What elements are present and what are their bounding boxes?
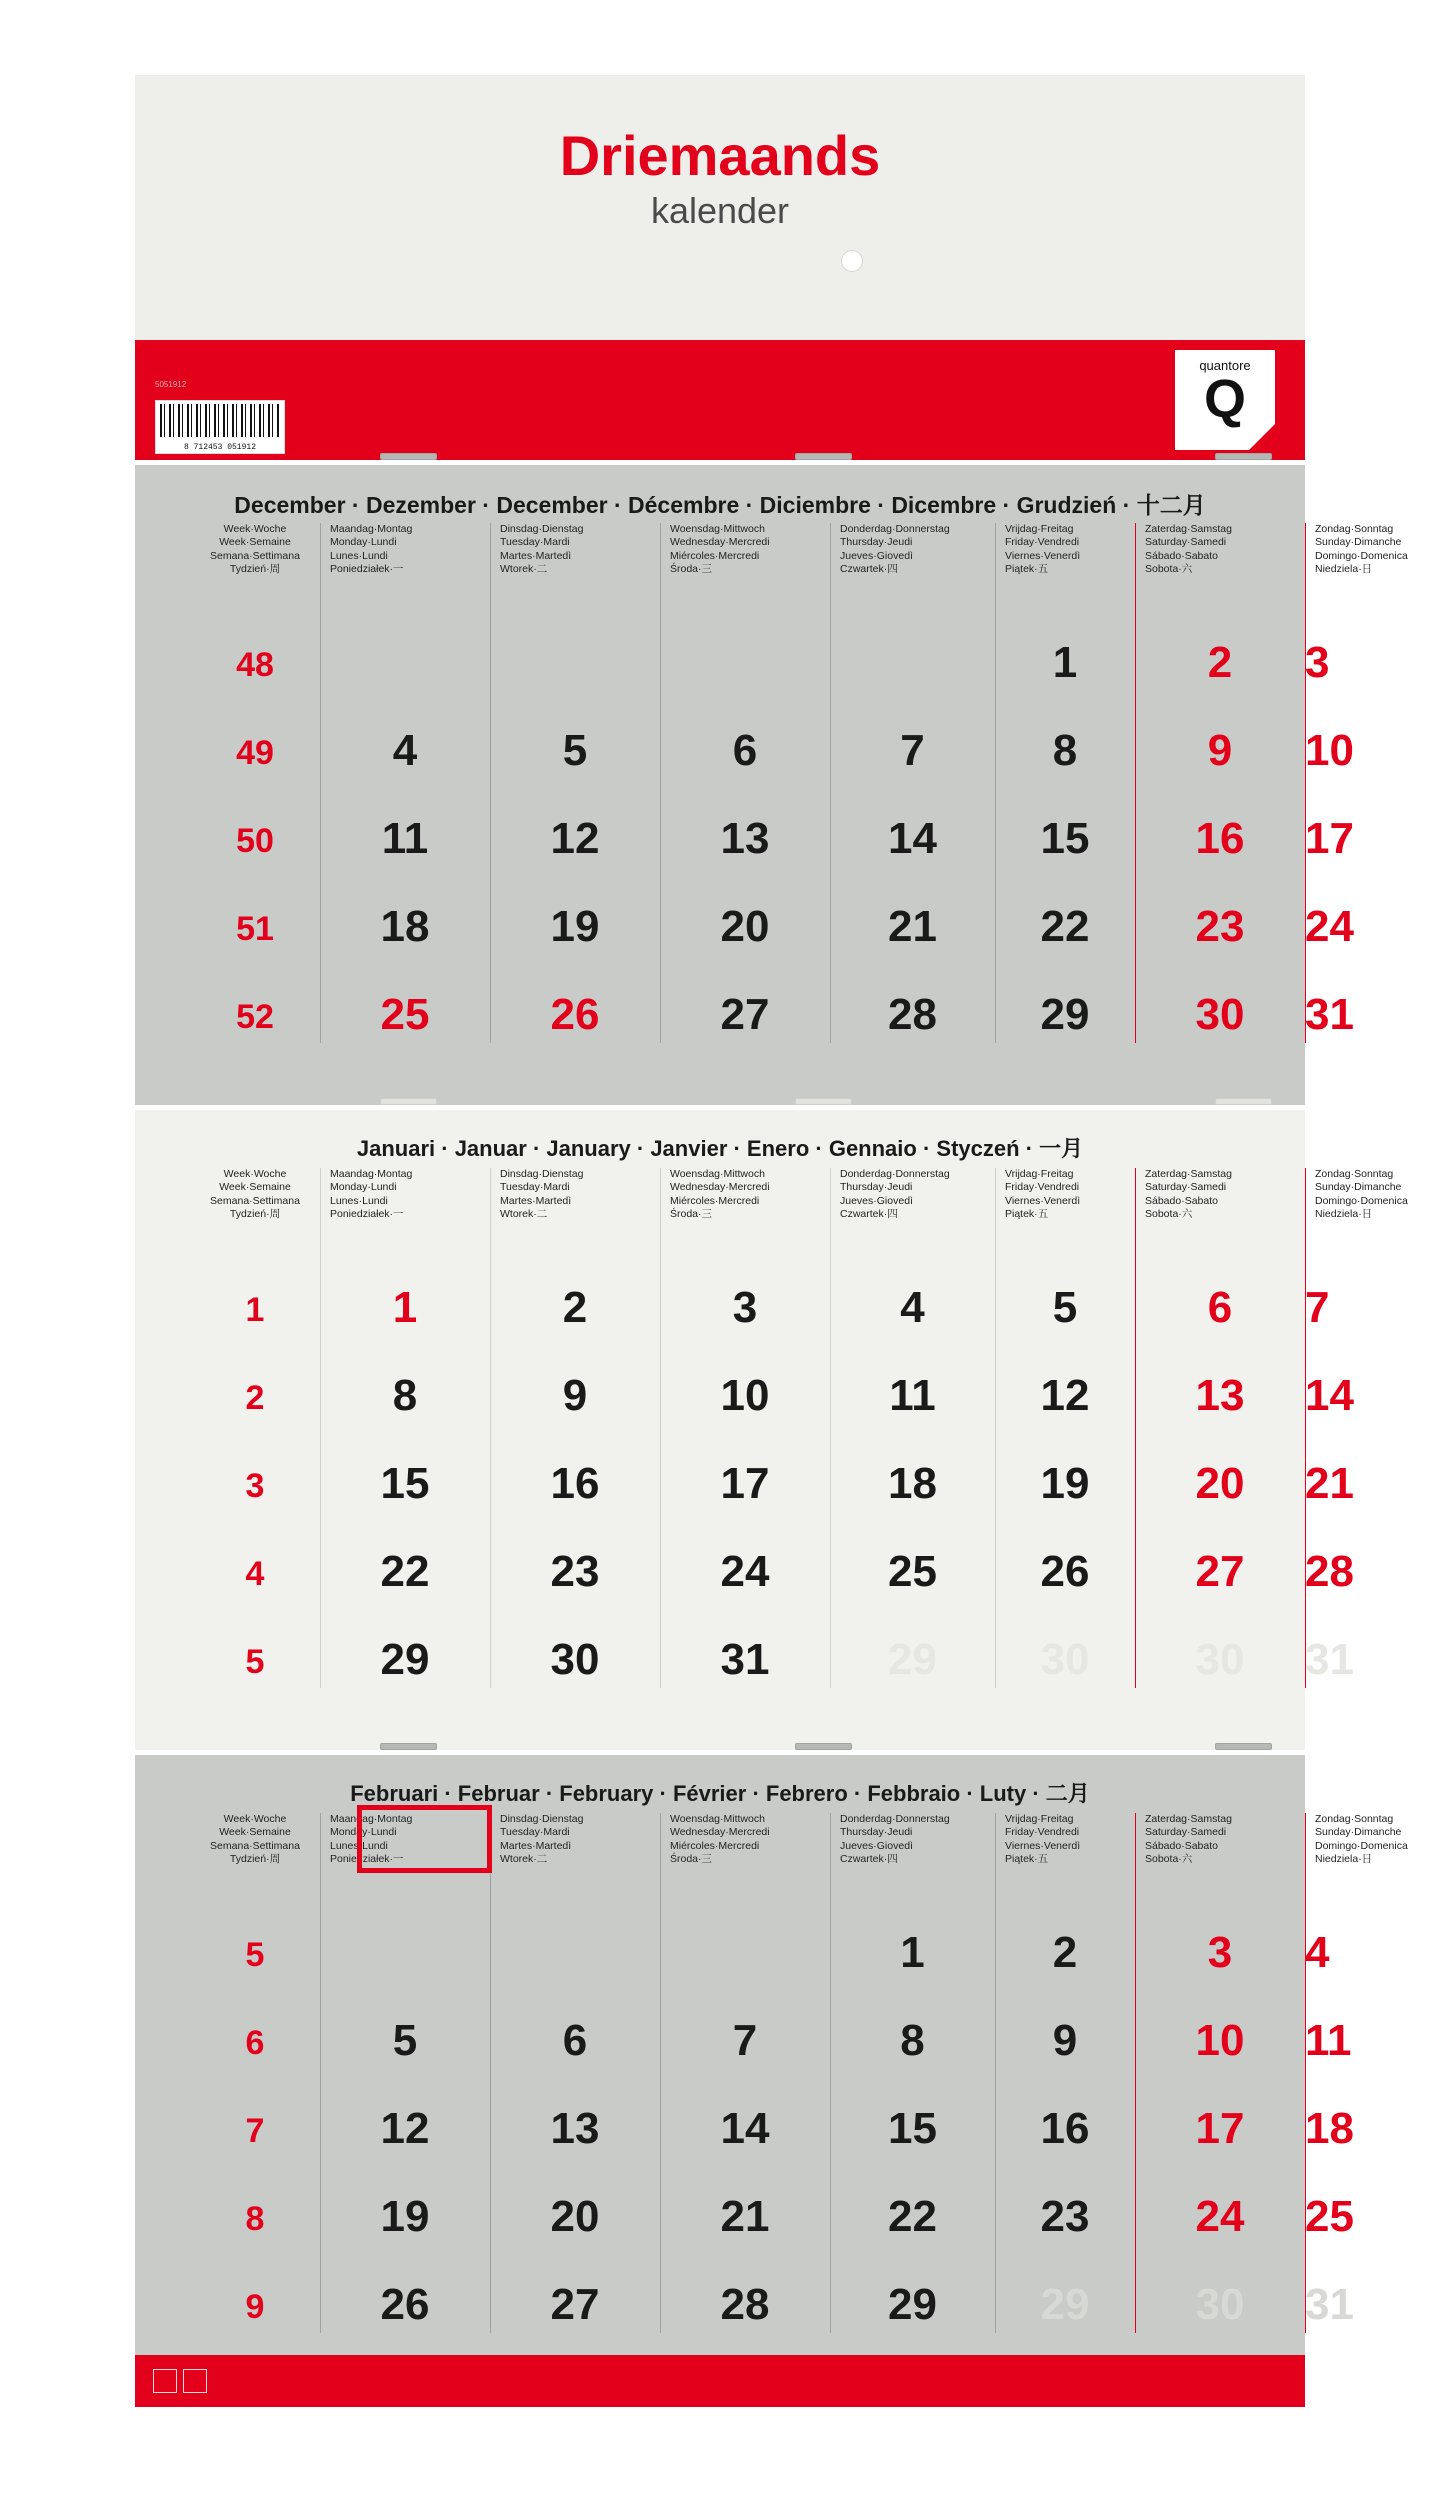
day-header-line-3: Czwartek·四 — [840, 563, 898, 576]
day-cell[interactable]: 12 — [1040, 1371, 1090, 1420]
day-header-line-1: Friday·Vendredi — [1005, 1826, 1080, 1839]
footer-band — [135, 2355, 1305, 2407]
day-cell[interactable]: 3 — [1305, 638, 1330, 687]
column-separator-2 — [660, 1813, 661, 2333]
barcode-number: 8 712453 051912 — [183, 443, 256, 452]
day-header-line-3: Poniedziałek·一 — [330, 1853, 404, 1866]
day-header-line-3: Niedziela·日 — [1315, 1853, 1373, 1866]
recycle-icon — [153, 2369, 177, 2393]
day-header-line-1: Friday·Vendredi — [1005, 1181, 1080, 1194]
day-header-line-2: Miércoles·Mercredi — [670, 1194, 760, 1207]
day-header-line-1: Saturday·Samedi — [1145, 1826, 1227, 1839]
day-cell[interactable]: 26 — [1040, 1547, 1090, 1596]
column-separator-2 — [660, 1168, 661, 1688]
day-cell[interactable]: 24 — [1305, 902, 1354, 951]
day-column-header-5 — [1145, 1168, 1301, 1222]
day-cell[interactable]: 22 — [380, 1547, 430, 1596]
day-header-line-3: Niedziela·日 — [1315, 1208, 1373, 1221]
certification-icon — [183, 2369, 207, 2393]
day-cell[interactable]: 1 — [392, 1283, 418, 1332]
day-cell[interactable]: 27 — [1195, 1547, 1245, 1596]
day-header-line-1: Tuesday·Mardi — [500, 1181, 570, 1194]
column-separator-1 — [490, 523, 491, 1043]
day-cell[interactable]: 16 — [550, 1459, 600, 1508]
day-column-header-5 — [1145, 1813, 1301, 1867]
day-header-line-2: Jueves·Giovedì — [840, 549, 913, 562]
column-separator-5 — [1135, 523, 1136, 1043]
day-cell[interactable]: 1 — [1052, 638, 1078, 687]
day-header-line-0: Zaterdag·Samstag — [1145, 1813, 1232, 1825]
day-cell[interactable]: 20 — [720, 902, 770, 951]
brand-word: quantore — [1199, 358, 1251, 373]
day-cell[interactable]: 9 — [562, 1371, 588, 1420]
day-column-header-2 — [670, 523, 826, 577]
page-title: Driemaands — [559, 124, 881, 187]
day-header-line-3: Wtorek·二 — [500, 1208, 548, 1221]
day-header-line-2: Sábado·Sabato — [1145, 549, 1218, 562]
hanger-left — [380, 453, 437, 460]
day-header-line-3: Sobota·六 — [1145, 1853, 1193, 1866]
hanger-left — [380, 1743, 437, 1750]
week-header-line-0: Week·Woche — [223, 1168, 287, 1180]
day-cell[interactable]: 15 — [888, 2104, 937, 2153]
column-separator-3 — [830, 1168, 831, 1688]
day-cell[interactable]: 25 — [888, 1547, 937, 1596]
day-cell[interactable]: 13 — [550, 2104, 600, 2153]
day-cell[interactable]: 29 — [888, 1635, 937, 1684]
day-header-line-2: Jueves·Giovedì — [840, 1194, 913, 1207]
page-subtitle: kalender — [650, 190, 790, 231]
hanger-center — [795, 1098, 852, 1105]
month-block-december — [135, 465, 1408, 1105]
month-block-februari — [135, 1755, 1408, 2395]
brand-letter: Q — [1203, 369, 1246, 429]
day-cell[interactable]: 2 — [562, 1283, 588, 1332]
day-header-line-2: Domingo·Domenica — [1315, 549, 1408, 562]
week-number: 48 — [236, 646, 274, 684]
hanger-right — [1215, 453, 1272, 460]
day-cell[interactable]: 17 — [720, 1459, 770, 1508]
column-separator-5 — [1135, 1168, 1136, 1688]
day-header-line-1: Wednesday·Mercredi — [670, 1181, 770, 1194]
day-header-line-3: Sobota·六 — [1145, 563, 1193, 576]
day-cell[interactable]: 16 — [1040, 2104, 1090, 2153]
day-cell[interactable]: 14 — [720, 2104, 770, 2153]
day-header-line-1: Monday·Lundi — [330, 1826, 397, 1839]
day-cell[interactable]: 30 — [1195, 2280, 1245, 2329]
day-header-line-1: Saturday·Samedi — [1145, 1181, 1227, 1194]
week-header-line-3: Tydzień·周 — [229, 1208, 281, 1221]
week-number: 51 — [236, 910, 274, 948]
week-number: 52 — [236, 998, 274, 1036]
week-number: 4 — [245, 1555, 265, 1593]
day-column-header-4 — [1005, 1813, 1131, 1867]
barcode — [155, 400, 285, 454]
day-cell[interactable]: 29 — [1040, 2280, 1090, 2329]
day-cell[interactable]: 29 — [1040, 990, 1090, 1039]
day-cell[interactable]: 10 — [1195, 2016, 1245, 2065]
week-number: 1 — [245, 1291, 265, 1329]
week-number: 5 — [245, 1936, 265, 1974]
day-header-line-2: Sábado·Sabato — [1145, 1839, 1218, 1852]
day-cell[interactable]: 20 — [1195, 1459, 1245, 1508]
day-header-line-3: Wtorek·二 — [500, 563, 548, 576]
day-column-header-6 — [1315, 1813, 1408, 1867]
month-title: December · Dezember · December · Décembre · Diciembre · Dicembre · Grudzień · 十二月 — [234, 492, 1206, 518]
day-cell[interactable]: 29 — [888, 2280, 937, 2329]
day-cell[interactable]: 5 — [562, 726, 588, 775]
day-cell[interactable]: 2 — [1052, 1928, 1078, 1977]
day-header-line-3: Czwartek·四 — [840, 1208, 898, 1221]
column-separator-0 — [320, 523, 321, 1043]
day-header-line-3: Poniedziałek·一 — [330, 1208, 404, 1221]
day-cell[interactable]: 19 — [1040, 1459, 1090, 1508]
day-cell[interactable]: 25 — [1305, 2192, 1354, 2241]
day-header-line-0: Woensdag·Mittwoch — [670, 523, 765, 535]
day-cell[interactable]: 18 — [1305, 2104, 1354, 2153]
day-header-line-2: Domingo·Domenica — [1315, 1839, 1408, 1852]
day-header-line-3: Niedziela·日 — [1315, 563, 1373, 576]
day-cell[interactable]: 13 — [1195, 1371, 1245, 1420]
day-header-line-0: Maandag·Montag — [330, 1813, 413, 1825]
week-header-line-3: Tydzień·周 — [229, 1853, 281, 1866]
column-separator-5 — [1135, 1813, 1136, 2333]
week-number: 9 — [245, 2288, 265, 2326]
hanger-right — [1215, 1743, 1272, 1750]
day-header-line-3: Sobota·六 — [1145, 1208, 1193, 1221]
day-header-line-2: Viernes·Venerdì — [1005, 1839, 1081, 1852]
day-cell[interactable]: 31 — [1305, 990, 1354, 1039]
day-header-line-0: Zaterdag·Samstag — [1145, 1168, 1232, 1180]
day-header-line-1: Thursday·Jeudi — [840, 536, 913, 549]
day-column-header-3 — [840, 523, 991, 577]
day-cell[interactable]: 10 — [720, 1371, 770, 1420]
day-header-line-1: Sunday·Dimanche — [1315, 536, 1402, 549]
day-header-line-0: Vrijdag·Freitag — [1005, 1168, 1074, 1180]
day-header-line-2: Martes·Martedì — [500, 1839, 572, 1852]
day-cell[interactable]: 3 — [1207, 1928, 1233, 1977]
day-column-header-2 — [670, 1168, 826, 1222]
day-cell[interactable]: 28 — [1305, 1547, 1354, 1596]
day-cell[interactable]: 10 — [1305, 726, 1354, 775]
day-cell[interactable]: 22 — [1040, 902, 1090, 951]
column-separator-6 — [1305, 1168, 1306, 1688]
day-cell[interactable]: 23 — [1195, 902, 1245, 951]
day-header-line-2: Miércoles·Mercredi — [670, 549, 760, 562]
month-title: Februari · Februar · February · Février · Febrero · Febbraio · Luty · 二月 — [350, 1781, 1090, 1806]
day-header-line-0: Dinsdag·Dienstag — [500, 523, 584, 535]
day-column-header-2 — [670, 1813, 826, 1867]
month-title: Januari · Januar · January · Janvier · Enero · Gennaio · Styczeń · 一月 — [356, 1136, 1084, 1161]
day-cell[interactable]: 30 — [1195, 1635, 1245, 1684]
day-cell[interactable]: 14 — [888, 814, 937, 863]
week-header-line-0: Week·Woche — [223, 1813, 287, 1825]
column-separator-3 — [830, 523, 831, 1043]
day-cell[interactable]: 29 — [380, 1635, 430, 1684]
week-header-line-1: Week·Semaine — [219, 1826, 291, 1839]
day-cell[interactable]: 11 — [1305, 2016, 1352, 2065]
day-header-line-0: Woensdag·Mittwoch — [670, 1813, 765, 1825]
day-header-line-0: Vrijdag·Freitag — [1005, 523, 1074, 535]
day-cell[interactable]: 25 — [380, 990, 430, 1039]
day-cell[interactable]: 31 — [1305, 2280, 1354, 2329]
week-number: 7 — [245, 2112, 265, 2150]
day-cell[interactable]: 6 — [562, 2016, 588, 2065]
column-separator-0 — [320, 1813, 321, 2333]
day-cell[interactable]: 27 — [720, 990, 770, 1039]
day-header-line-3: Poniedziałek·一 — [330, 563, 404, 576]
day-header-line-0: Dinsdag·Dienstag — [500, 1813, 584, 1825]
day-header-line-3: Piątek·五 — [1005, 1853, 1049, 1866]
header-board — [135, 75, 1305, 340]
column-separator-0 — [320, 1168, 321, 1688]
day-header-line-0: Dinsdag·Dienstag — [500, 1168, 584, 1180]
day-header-line-0: Donderdag·Donnerstag — [840, 1813, 950, 1825]
day-cell[interactable]: 5 — [1052, 1283, 1078, 1332]
day-cell[interactable]: 11 — [381, 814, 429, 863]
column-separator-4 — [995, 1813, 996, 2333]
day-cell[interactable]: 28 — [720, 2280, 770, 2329]
day-cell[interactable]: 17 — [1195, 2104, 1245, 2153]
day-header-line-1: Tuesday·Mardi — [500, 1826, 570, 1839]
day-column-header-1 — [500, 1813, 656, 1867]
week-header-line-2: Semana·Settimana — [210, 549, 300, 562]
day-cell[interactable]: 30 — [1040, 1635, 1090, 1684]
day-column-header-6 — [1315, 1168, 1408, 1222]
day-cell[interactable]: 9 — [1207, 726, 1233, 775]
week-number: 6 — [245, 2024, 265, 2062]
week-header-line-2: Semana·Settimana — [210, 1839, 300, 1852]
week-number: 3 — [245, 1467, 265, 1505]
barcode-bars — [160, 404, 280, 437]
quantore-logo — [1175, 350, 1275, 450]
day-header-line-2: Miércoles·Mercredi — [670, 1839, 760, 1852]
punch-hole — [841, 250, 863, 272]
day-cell[interactable]: 21 — [1305, 1459, 1354, 1508]
day-column-header-3 — [840, 1813, 991, 1867]
day-header-line-1: Thursday·Jeudi — [840, 1181, 913, 1194]
day-cell[interactable]: 22 — [888, 2192, 937, 2241]
footer-icons — [153, 2369, 207, 2393]
hanger-center — [795, 453, 852, 460]
week-column-header — [195, 523, 315, 577]
day-cell[interactable]: 6 — [1207, 1283, 1233, 1332]
day-header-line-2: Martes·Martedì — [500, 1194, 572, 1207]
day-cell[interactable]: 16 — [1195, 814, 1245, 863]
day-cell[interactable]: 23 — [550, 1547, 600, 1596]
day-header-line-1: Tuesday·Mardi — [500, 536, 570, 549]
day-cell[interactable]: 18 — [888, 1459, 937, 1508]
day-cell[interactable]: 24 — [720, 1547, 770, 1596]
week-header-line-2: Semana·Settimana — [210, 1194, 300, 1207]
day-cell[interactable]: 26 — [380, 2280, 430, 2329]
column-separator-2 — [660, 523, 661, 1043]
day-cell[interactable]: 11 — [889, 1371, 936, 1420]
day-cell[interactable]: 31 — [720, 1635, 770, 1684]
day-header-line-1: Sunday·Dimanche — [1315, 1826, 1402, 1839]
day-cell[interactable]: 7 — [732, 2016, 758, 2065]
week-header-line-3: Tydzień·周 — [229, 563, 281, 576]
day-header-line-2: Viernes·Venerdì — [1005, 1194, 1081, 1207]
day-cell[interactable]: 30 — [1195, 990, 1245, 1039]
day-cell[interactable]: 4 — [392, 726, 418, 775]
day-column-header-6 — [1315, 523, 1408, 577]
day-header-line-0: Donderdag·Donnerstag — [840, 1168, 950, 1180]
day-cell[interactable]: 28 — [888, 990, 937, 1039]
day-header-line-3: Czwartek·四 — [840, 1853, 898, 1866]
day-cell[interactable]: 27 — [550, 2280, 600, 2329]
hanger-center — [795, 1743, 852, 1750]
day-cell[interactable]: 23 — [1040, 2192, 1090, 2241]
week-header-line-1: Week·Semaine — [219, 536, 291, 549]
day-header-line-1: Friday·Vendredi — [1005, 536, 1080, 549]
day-column-header-4 — [1005, 1168, 1131, 1222]
week-number: 2 — [245, 1379, 265, 1417]
day-cell[interactable]: 21 — [888, 902, 937, 951]
day-header-line-0: Zondag·Sonntag — [1315, 1168, 1394, 1180]
day-header-line-2: Jueves·Giovedì — [840, 1839, 913, 1852]
day-header-line-0: Zondag·Sonntag — [1315, 1813, 1394, 1825]
column-separator-1 — [490, 1813, 491, 2333]
day-column-header-3 — [840, 1168, 991, 1222]
day-cell[interactable]: 26 — [550, 990, 600, 1039]
day-header-line-3: Piątek·五 — [1005, 1208, 1049, 1221]
day-cell[interactable]: 12 — [380, 2104, 430, 2153]
day-header-line-0: Maandag·Montag — [330, 1168, 413, 1180]
day-header-line-1: Saturday·Samedi — [1145, 536, 1227, 549]
day-header-line-2: Sábado·Sabato — [1145, 1194, 1218, 1207]
week-header-line-1: Week·Semaine — [219, 1181, 291, 1194]
day-header-line-2: Lunes·Lundi — [330, 1194, 388, 1207]
hanger-left — [380, 1098, 437, 1105]
day-header-line-3: Piątek·五 — [1005, 563, 1049, 576]
day-cell[interactable]: 14 — [1305, 1371, 1354, 1420]
day-header-line-1: Wednesday·Mercredi — [670, 536, 770, 549]
day-header-line-2: Lunes·Lundi — [330, 549, 388, 562]
day-cell[interactable]: 20 — [550, 2192, 600, 2241]
day-cell[interactable]: 4 — [900, 1283, 925, 1332]
column-separator-4 — [995, 523, 996, 1043]
brand-band — [135, 340, 1305, 460]
day-header-line-2: Lunes·Lundi — [330, 1839, 388, 1852]
day-cell[interactable]: 1 — [900, 1928, 925, 1977]
day-cell[interactable]: 8 — [392, 1371, 418, 1420]
day-cell[interactable]: 3 — [732, 1283, 758, 1332]
day-cell[interactable]: 24 — [1195, 2192, 1245, 2241]
day-cell[interactable]: 21 — [720, 2192, 770, 2241]
day-header-line-2: Viernes·Venerdì — [1005, 549, 1081, 562]
day-cell[interactable]: 17 — [1305, 814, 1354, 863]
column-separator-4 — [995, 1168, 996, 1688]
day-header-line-0: Vrijdag·Freitag — [1005, 1813, 1074, 1825]
column-separator-6 — [1305, 523, 1306, 1043]
week-column-header — [195, 1813, 315, 1867]
day-cell[interactable]: 5 — [392, 2016, 418, 2065]
column-separator-3 — [830, 1813, 831, 2333]
week-number: 5 — [245, 1643, 265, 1681]
day-cell[interactable]: 7 — [1305, 1283, 1330, 1332]
day-cell[interactable]: 9 — [1052, 2016, 1078, 2065]
month-block-januari — [135, 1110, 1408, 1750]
day-header-line-0: Zondag·Sonntag — [1315, 523, 1394, 535]
day-column-header-4 — [1005, 523, 1131, 577]
day-cell[interactable]: 8 — [1052, 726, 1078, 775]
day-cell[interactable]: 18 — [380, 902, 430, 951]
day-header-line-2: Domingo·Domenica — [1315, 1194, 1408, 1207]
day-cell[interactable]: 31 — [1305, 1635, 1354, 1684]
hanger-right — [1215, 1098, 1272, 1105]
day-column-header-5 — [1145, 523, 1301, 577]
day-cell[interactable]: 4 — [1305, 1928, 1330, 1977]
day-cell[interactable]: 7 — [900, 726, 925, 775]
week-column-header — [195, 1168, 315, 1222]
day-cell[interactable]: 12 — [550, 814, 600, 863]
day-header-line-0: Maandag·Montag — [330, 523, 413, 535]
day-header-line-3: Środa·三 — [670, 1853, 713, 1866]
column-separator-6 — [1305, 1813, 1306, 2333]
day-header-line-1: Thursday·Jeudi — [840, 1826, 913, 1839]
week-number: 8 — [245, 2200, 265, 2238]
day-cell[interactable]: 30 — [550, 1635, 600, 1684]
day-column-header-0 — [330, 523, 486, 577]
day-header-line-0: Donderdag·Donnerstag — [840, 523, 950, 535]
week-number: 49 — [236, 734, 274, 772]
day-cell[interactable]: 2 — [1207, 638, 1233, 687]
day-cell[interactable]: 15 — [1040, 814, 1090, 863]
day-header-line-0: Zaterdag·Samstag — [1145, 523, 1232, 535]
logo-corner-shape — [1249, 424, 1275, 450]
day-header-line-1: Sunday·Dimanche — [1315, 1181, 1402, 1194]
day-header-line-1: Monday·Lundi — [330, 1181, 397, 1194]
day-header-line-3: Środa·三 — [670, 563, 713, 576]
day-cell[interactable]: 15 — [380, 1459, 430, 1508]
day-column-header-1 — [500, 523, 656, 577]
article-code: 5051912 — [155, 380, 187, 389]
week-header-line-0: Week·Woche — [223, 523, 287, 535]
today-highlight-box — [357, 1805, 492, 1873]
day-cell[interactable]: 13 — [720, 814, 770, 863]
day-column-header-0 — [330, 1168, 486, 1222]
column-separator-1 — [490, 1168, 491, 1688]
day-header-line-3: Środa·三 — [670, 1208, 713, 1221]
day-header-line-2: Martes·Martedì — [500, 549, 572, 562]
day-cell[interactable]: 19 — [550, 902, 600, 951]
day-cell[interactable]: 19 — [380, 2192, 430, 2241]
day-cell[interactable]: 6 — [732, 726, 758, 775]
day-column-header-1 — [500, 1168, 656, 1222]
day-header-line-3: Wtorek·二 — [500, 1853, 548, 1866]
week-number: 50 — [236, 822, 274, 860]
day-cell[interactable]: 8 — [900, 2016, 925, 2065]
day-header-line-1: Wednesday·Mercredi — [670, 1826, 770, 1839]
day-header-line-1: Monday·Lundi — [330, 536, 397, 549]
day-header-line-0: Woensdag·Mittwoch — [670, 1168, 765, 1180]
